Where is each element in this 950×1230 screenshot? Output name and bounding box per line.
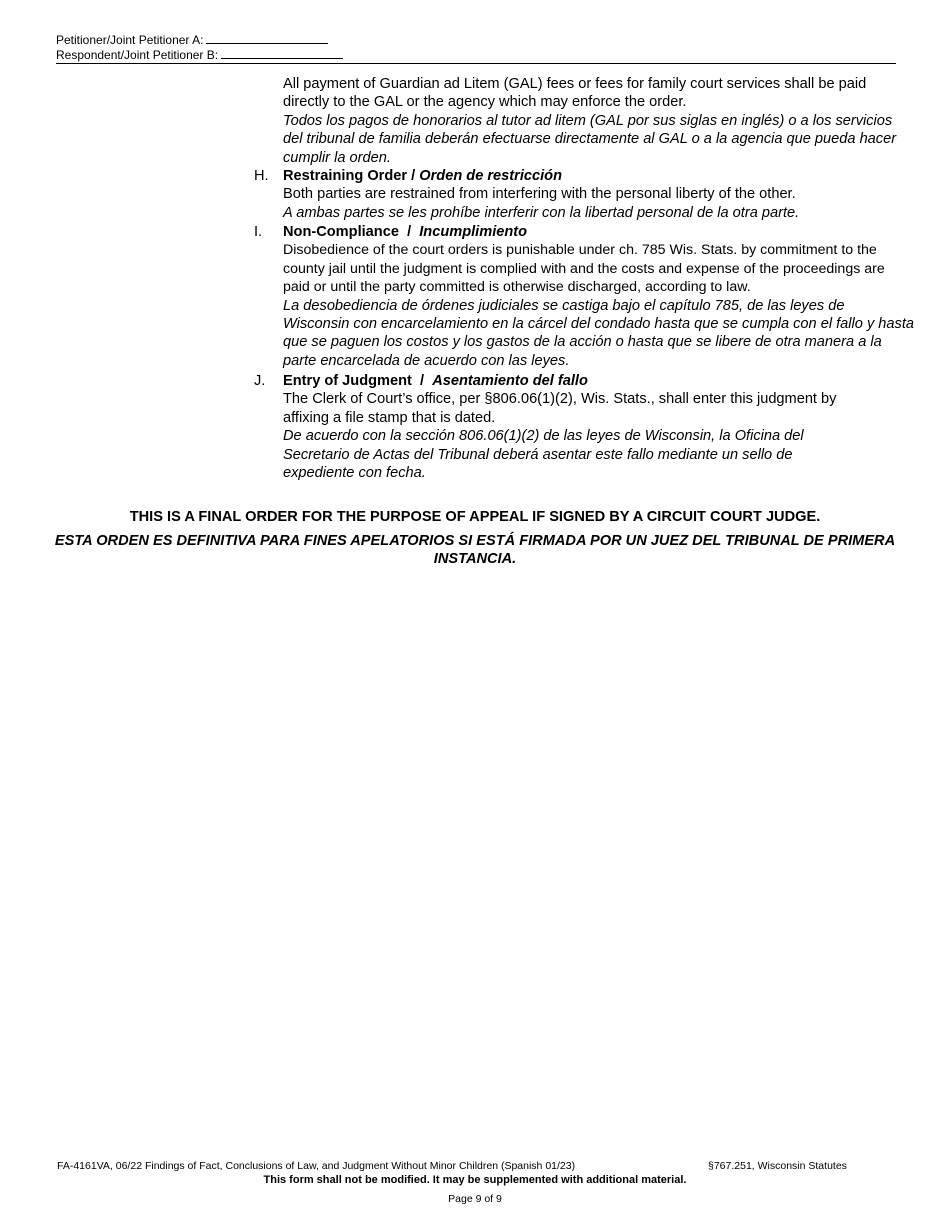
section-i-separator: / <box>407 224 412 240</box>
gal-fees-english: All payment of Guardian ad Litem (GAL) fees or fees for family court services shall be paid directly to the GAL or the agency which may enforce the order. <box>283 76 867 111</box>
petitioner-label: Petitioner/Joint Petitioner A: <box>56 33 204 47</box>
section-h-separator: / <box>411 168 416 184</box>
final-order-english: THIS IS A FINAL ORDER FOR THE PURPOSE OF APPEAL IF SIGNED BY A CIRCUIT COURT JUDGE. <box>129 509 821 525</box>
section-j-title <box>283 372 914 390</box>
section-h-letter: H. <box>254 168 269 184</box>
respondent-label: Respondent/Joint Petitioner B: <box>56 47 219 62</box>
header-rule <box>56 63 896 64</box>
statute-reference: §767.251, Wisconsin Statutes <box>708 1160 847 1172</box>
section-j-separator: / <box>420 373 425 389</box>
petitioner-blank <box>206 33 328 44</box>
section-i-title-en: Non-Compliance <box>283 224 399 240</box>
section-j-text-en: The Clerk of Court’s office, per §806.06(1)(2), Wis. Stats., shall enter this judgment by affixing a file stamp that is dated. <box>283 391 837 426</box>
section-i <box>254 223 914 370</box>
respondent-blank <box>221 48 343 59</box>
section-j-letter: J. <box>254 373 266 389</box>
section-h <box>254 167 914 222</box>
respondent-line <box>56 48 343 63</box>
section-j <box>254 372 914 482</box>
section-i-letter: I. <box>254 224 263 240</box>
section-h-title-es: Orden de restricción <box>419 168 563 184</box>
section-i-text-es: La desobediencia de órdenes judiciales se castiga bajo el capítulo 785, de las leyes de Wisconsin con encarcelamiento en la cárcel del condado hasta que se cumpla con el fallo y hasta que se paguen los costos y los gastos de la acción o hasta que se libere de otra manera a la parte encarcelada de acuerdo con las leyes. <box>283 297 915 369</box>
section-j-text-es: De acuerdo con la sección 806.06(1)(2) de las leyes de Wisconsin, la Oficina del Secretario de Actas del Tribunal deberá asentar este fallo mediante un sello de expediente con fecha. <box>283 428 804 482</box>
petitioner-line <box>56 33 343 48</box>
gal-fees-spanish: Todos los pagos de honorarios al tutor ad litem (GAL por sus siglas en inglés) o a los servicios del tribunal de familia deberán efectuarse directamente al GAL o a la agencia que pueda hacer cumplir la orden. <box>283 112 897 166</box>
modification-notice: This form shall not be modified. It may be supplemented with additional material. <box>263 1174 687 1186</box>
section-i-text-en: Disobedience of the court orders is punishable under ch. 785 Wis. Stats. by commitment to the county jail until the judgment is complied with and the costs and expense of the proceedings are paid or until the party committed is otherwise discharged, according to law. <box>283 242 885 296</box>
form-identifier: FA-4161VA, 06/22 Findings of Fact, Conclusions of Law, and Judgment Without Minor Children (Spanish 01/23) <box>57 1160 576 1172</box>
section-j-title-en: Entry of Judgment <box>283 373 412 389</box>
section-i-title-es: Incumplimiento <box>419 224 528 240</box>
section-h-text-en: Both parties are restrained from interfering with the personal liberty of the other. <box>283 186 796 203</box>
section-h-title <box>283 167 914 185</box>
section-h-title-en: Restraining Order <box>283 168 408 184</box>
page-number: Page 9 of 9 <box>448 1193 502 1205</box>
gal-fees-paragraph <box>283 75 908 167</box>
final-order-spanish: ESTA ORDEN ES DEFINITIVA PARA FINES APELATORIOS SI ESTÁ FIRMADA POR UN JUEZ DEL TRIBUNAL DE PRIMERA INSTANCIA. <box>54 533 896 568</box>
section-h-text-es: A ambas partes se les prohíbe interferir con la libertad personal de la otra parte. <box>283 204 800 221</box>
section-j-title-es: Asentamiento del fallo <box>432 373 588 389</box>
section-i-title <box>283 223 914 241</box>
case-caption <box>56 33 343 62</box>
